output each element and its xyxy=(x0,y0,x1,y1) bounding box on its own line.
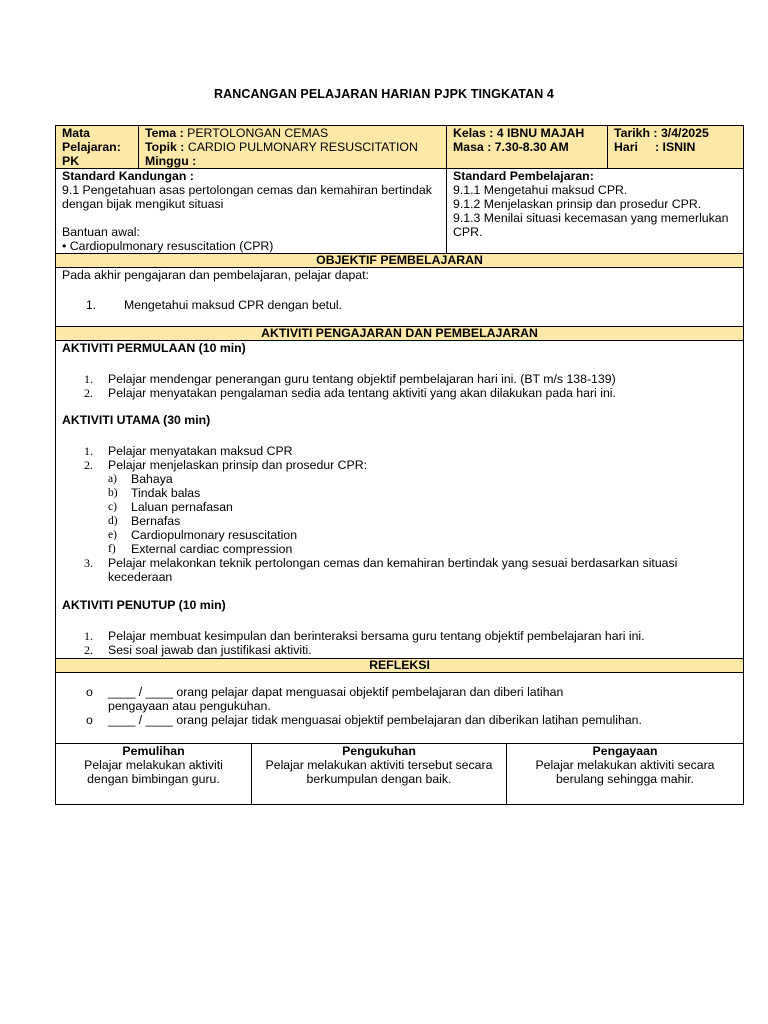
aktiviti-row xyxy=(56,341,744,659)
objektif-heading-row xyxy=(56,254,744,268)
standard-kandungan-text: 9.1 Pengetahuan asas pertolongan cemas dan kemahiran bertindak dengan bijak mengikut situasi xyxy=(62,183,432,211)
standard-pembelajaran-cell xyxy=(447,169,744,254)
hari-value: : ISNIN xyxy=(655,140,696,154)
masa-value: 7.30-8.30 AM xyxy=(494,140,569,154)
tema-cell xyxy=(139,126,447,169)
kelas-label: Kelas : xyxy=(453,126,494,140)
topik-value: CARDIO PULMONARY RESUSCITATION xyxy=(187,140,418,154)
header-table xyxy=(55,125,744,744)
pengukuhan-text: Pelajar melakukan aktiviti tersebut secara berkumpulan dengan baik. xyxy=(265,758,493,786)
permulaan-title: AKTIVITI PERMULAAN (10 min) xyxy=(62,341,246,355)
minggu-label: Minggu : xyxy=(145,154,197,168)
permulaan-list xyxy=(62,372,737,400)
mata-pelajaran-value: PK xyxy=(62,154,80,168)
list-item: 1. Pelajar mendengar penerangan guru tentang objektif pembelajaran hari ini. (BT m/s 138-139) xyxy=(84,372,616,386)
pengayaan-text: Pelajar melakukan aktiviti secara berulang sehingga mahir. xyxy=(535,758,715,786)
utama-title: AKTIVITI UTAMA (30 min) xyxy=(62,413,211,427)
mata-pelajaran-label: Mata Pelajaran: xyxy=(62,126,121,154)
masa-label: Masa : xyxy=(453,140,492,154)
topik-label: Topik : xyxy=(145,140,185,154)
refleksi-heading-row xyxy=(56,659,744,673)
list-item: 1. Pelajar membuat kesimpulan dan berinteraksi bersama guru tentang objektif pembelajaran hari ini. xyxy=(84,629,645,643)
sub-list-item: b) Tindak balas xyxy=(108,486,201,500)
refleksi-heading: REFLEKSI xyxy=(56,659,744,673)
footer-table xyxy=(55,743,744,805)
page-title: RANCANGAN PELAJARAN HARIAN PJPK TINGKATAN 4 xyxy=(214,87,554,101)
refleksi-row xyxy=(56,673,744,744)
list-item: o ____ / ____ orang pelajar tidak menguasai objektif pembelajaran dan diberikan latihan pemulihan. xyxy=(86,713,642,727)
pengukuhan-cell xyxy=(252,744,507,805)
list-item: 1. Mengetahui maksud CPR dengan betul. xyxy=(86,298,343,312)
tema-value: PERTOLONGAN CEMAS xyxy=(187,126,329,140)
list-item: 2. Sesi soal jawab dan justifikasi aktiviti. xyxy=(84,643,312,657)
objektif-intro: Pada akhir pengajaran dan pembelajaran, pelajar dapat: xyxy=(62,268,369,282)
utama-list xyxy=(62,444,737,584)
pemulihan-cell xyxy=(56,744,252,805)
sub-list-item: f) External cardiac compression xyxy=(108,542,293,556)
objektif-heading: OBJEKTIF PEMBELAJARAN xyxy=(56,254,744,268)
standard-pembelajaran-item: 9.1.1 Mengetahui maksud CPR. xyxy=(453,183,628,197)
aktiviti-heading-row xyxy=(56,327,744,341)
penutup-list xyxy=(62,629,737,657)
list-item: 2. Pelajar menyatakan pengalaman sedia ada tentang aktiviti yang akan dilakukan pada hari ini. xyxy=(84,386,616,400)
standard-row xyxy=(56,169,744,254)
refleksi-list xyxy=(62,685,737,727)
pemulihan-text: Pelajar melakukan aktiviti dengan bimbingan guru. xyxy=(84,758,223,786)
standard-pembelajaran-item: 9.1.3 Menilai situasi kecemasan yang memerlukan CPR. xyxy=(453,211,729,239)
standard-kandungan-label: Standard Kandungan : xyxy=(62,169,194,183)
pengukuhan-title: Pengukuhan xyxy=(342,744,416,758)
sub-list-item: e) Cardiopulmonary resuscitation xyxy=(108,528,298,542)
list-item: o ____ / ____ orang pelajar dapat menguasai objektif pembelajaran dan diberi latihan pengayaan atau pengukuhan. xyxy=(86,685,564,713)
tarikh-value: 3/4/2025 xyxy=(660,126,709,140)
footer-row xyxy=(56,744,744,805)
list-item: 3. Pelajar melakonkan teknik pertolongan cemas dan kemahiran bertindak yang sesuai berdasarkan situasi kecederaan xyxy=(84,556,678,584)
pengayaan-title: Pengayaan xyxy=(592,744,658,758)
tarikh-cell xyxy=(608,126,744,169)
sub-list-item: a) Bahaya xyxy=(108,472,173,486)
mata-pelajaran-cell xyxy=(56,126,139,169)
refleksi-cell xyxy=(56,673,744,744)
objektif-cell xyxy=(56,268,744,327)
prosedur-sub-list xyxy=(108,472,737,556)
list-item: 1. Pelajar menyatakan maksud CPR xyxy=(84,444,293,458)
aktiviti-heading: AKTIVITI PENGAJARAN DAN PEMBELAJARAN xyxy=(56,327,744,341)
bantuan-awal-label: Bantuan awal: xyxy=(62,225,140,239)
list-item: 2. Pelajar menjelaskan prinsip dan prosedur CPR: a) Bahaya b) Tindak balas c) Laluan pernafasan d) Bernafas e) Cardiopulmonary resuscitation f) External cardiac compression xyxy=(62,458,737,556)
bantuan-awal-item: • Cardiopulmonary resuscitation (CPR) xyxy=(62,239,274,253)
standard-pembelajaran-label: Standard Pembelajaran: xyxy=(453,169,594,183)
pemulihan-title: Pemulihan xyxy=(122,744,185,758)
kelas-cell xyxy=(447,126,608,169)
tarikh-label: Tarikh : xyxy=(614,126,658,140)
standard-kandungan-cell xyxy=(56,169,447,254)
sub-list-item: c) Laluan pernafasan xyxy=(108,500,233,514)
aktiviti-cell xyxy=(56,341,744,659)
hari-label: Hari xyxy=(614,140,638,154)
objektif-list xyxy=(62,298,737,312)
sub-list-item: d) Bernafas xyxy=(108,514,181,528)
objektif-row xyxy=(56,268,744,327)
kelas-value: 4 IBNU MAJAH xyxy=(496,126,585,140)
tema-label: Tema : xyxy=(145,126,184,140)
lesson-plan-sheet xyxy=(55,125,743,805)
standard-pembelajaran-item: 9.1.2 Menjelaskan prinsip dan prosedur CPR. xyxy=(453,197,702,211)
penutup-title: AKTIVITI PENUTUP (10 min) xyxy=(62,598,226,612)
pengayaan-cell xyxy=(507,744,744,805)
header-row xyxy=(56,126,744,169)
